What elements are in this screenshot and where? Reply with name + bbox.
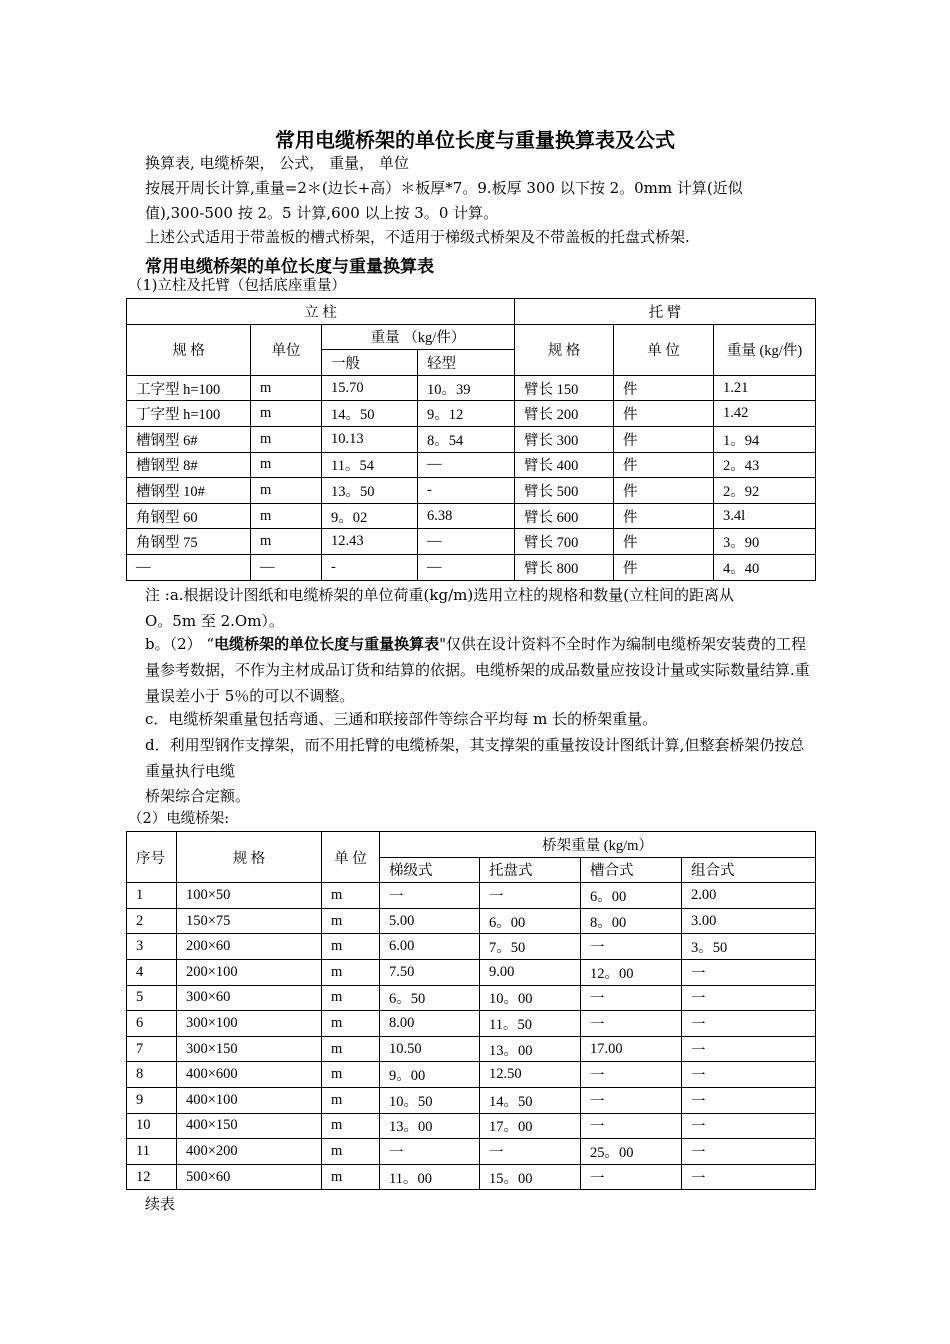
table-cell: 件 <box>614 554 714 580</box>
table-cell: — <box>251 554 322 580</box>
table-cell: 一 <box>581 934 682 960</box>
table-cell: m <box>322 959 380 985</box>
table-cell: 3。50 <box>682 934 816 960</box>
col-header-combo: 组合式 <box>682 857 816 883</box>
table-cell: 100×50 <box>177 883 322 909</box>
table-row <box>127 1036 816 1062</box>
table-cell: 13。00 <box>380 1113 480 1139</box>
table-cell: 15.70 <box>322 375 418 401</box>
table-cell: 10。50 <box>380 1087 480 1113</box>
col-header-weight: 重量 （kg/件） <box>322 324 515 350</box>
table-row <box>127 529 816 555</box>
table-cell: 一 <box>480 1139 581 1165</box>
table-cell: — <box>418 529 515 555</box>
table-cell: 槽钢型 8# <box>127 452 251 478</box>
arm-group-header: 托 臂 <box>515 299 816 325</box>
table-cell: 一 <box>682 1139 816 1165</box>
table-cell: 1.21 <box>714 375 816 401</box>
note-b: b。（2） “电缆桥架的单位长度与重量换算表"仅供在设计资料不全时作为编制电缆桥架安装费的工程量参考数据，不作为主材成品订货和结算的依据。电缆桥架的成品数量应按设计量或实际数量结算.重量误差小于 5％的可以不调整。 <box>145 635 810 705</box>
table-cell: 臂长 500 <box>515 478 614 504</box>
table-cell: 15。00 <box>480 1164 581 1190</box>
table-row <box>127 1062 816 1088</box>
table-cell: 6.38 <box>418 503 515 529</box>
table-cell: 丁字型 h=100 <box>127 401 251 427</box>
table-cell: 3.4l <box>714 503 816 529</box>
table-cell: 件 <box>614 426 714 452</box>
table-cell: — <box>127 554 251 580</box>
table-cell: - <box>418 478 515 504</box>
table-row <box>127 883 816 909</box>
table-cell: 500×60 <box>177 1164 322 1190</box>
col-header-unit: 单位 <box>251 324 322 375</box>
table-row <box>127 554 816 580</box>
table-cell: 件 <box>614 375 714 401</box>
cable-tray-table <box>126 831 816 1190</box>
table-row <box>127 401 816 427</box>
table-cell: m <box>322 985 380 1011</box>
table-cell: 臂长 150 <box>515 375 614 401</box>
table-cell: 角钢型 75 <box>127 529 251 555</box>
table-cell: 11。00 <box>380 1164 480 1190</box>
col-header-normal: 一般 <box>322 350 418 376</box>
table-cell: 10。39 <box>418 375 515 401</box>
table-cell: 2。92 <box>714 478 816 504</box>
table-cell: m <box>322 1011 380 1037</box>
note-d-continued: 桥架综合定额。 <box>145 787 251 805</box>
note-d: d．利用型钢作支撑架，而不用托臂的电缆桥架，其支撑架的重量按设计图纸计算,但整套桥架仍按总重量执行电缆 <box>145 736 805 780</box>
table-cell: 件 <box>614 503 714 529</box>
table-cell: 一 <box>581 1062 682 1088</box>
table-cell: 7。50 <box>480 934 581 960</box>
table-cell: 一 <box>682 1087 816 1113</box>
table-cell: 4 <box>127 959 177 985</box>
table-cell: m <box>251 503 322 529</box>
table-cell: m <box>251 426 322 452</box>
section-title: 常用电缆桥架的单位长度与重量换算表 <box>145 257 434 277</box>
table-cell: — <box>418 554 515 580</box>
table-cell: 14。50 <box>322 401 418 427</box>
table-cell: 9。00 <box>380 1062 480 1088</box>
table-cell: 300×150 <box>177 1036 322 1062</box>
table-cell: 11 <box>127 1139 177 1165</box>
table-cell: - <box>322 554 418 580</box>
table-cell: 9。12 <box>418 401 515 427</box>
table-cell: 8。00 <box>581 908 682 934</box>
table-cell: 10。00 <box>480 985 581 1011</box>
table-cell: 一 <box>682 1164 816 1190</box>
table-cell: 一 <box>380 1139 480 1165</box>
table-cell: 8。54 <box>418 426 515 452</box>
table-row <box>127 426 816 452</box>
table-cell: 8.00 <box>380 1011 480 1037</box>
table-cell: m <box>322 883 380 909</box>
table-cell: 10.50 <box>380 1036 480 1062</box>
col-header-tray-weight: 桥架重量 (kg/m） <box>380 832 816 858</box>
table-cell: 件 <box>614 401 714 427</box>
table-cell: m <box>251 529 322 555</box>
table-cell: 13。00 <box>480 1036 581 1062</box>
col-header-arm-spec: 规 格 <box>515 324 614 375</box>
col-header-no: 序号 <box>127 832 177 883</box>
table-row <box>127 934 816 960</box>
table-cell: 6。50 <box>380 985 480 1011</box>
table-cell: 1.42 <box>714 401 816 427</box>
table-cell: 工字型 h=100 <box>127 375 251 401</box>
table-cell: m <box>322 1164 380 1190</box>
table-cell: 槽钢型 10# <box>127 478 251 504</box>
table-cell: 400×100 <box>177 1087 322 1113</box>
table-cell: m <box>251 375 322 401</box>
continued-label: 续表 <box>145 1195 176 1213</box>
table-cell: 150×75 <box>177 908 322 934</box>
table-cell: m <box>322 1036 380 1062</box>
table-cell: 槽钢型 6# <box>127 426 251 452</box>
table-cell: 11。54 <box>322 452 418 478</box>
col-header-tray: 托盘式 <box>480 857 581 883</box>
table-cell: 一 <box>682 1036 816 1062</box>
formula-line-1: 按展开周长计算,重量=2＊(边长+高）＊板厚*7。9.板厚 300 以下按 2。0mm 计算(近似 <box>145 179 743 197</box>
table-row <box>127 1164 816 1190</box>
col-header-light: 轻型 <box>418 350 515 376</box>
table-cell: 件 <box>614 478 714 504</box>
table-row <box>127 1139 816 1165</box>
table-cell: 4。40 <box>714 554 816 580</box>
table1-caption: （1)立柱及托臂（包括底座重量） <box>128 278 346 294</box>
note-a: 注 :a.根据设计图纸和电缆桥架的单位荷重(kg/m)选用立柱的规格和数量(立柱间的距离从 O。5m 至 2.Om）。 <box>145 586 735 630</box>
table-cell: 3 <box>127 934 177 960</box>
table-cell: m <box>322 1113 380 1139</box>
table-cell: 200×60 <box>177 934 322 960</box>
table-row <box>127 478 816 504</box>
table2-caption: （2）电缆桥架: <box>128 811 230 827</box>
table-cell: 件 <box>614 529 714 555</box>
formula-line-2: 值),300-500 按 2。5 计算,600 以上按 3。0 计算。 <box>145 204 499 222</box>
table-cell: 一 <box>480 883 581 909</box>
table-cell: 9.00 <box>480 959 581 985</box>
keywords-line: 换算表, 电缆桥架， 公式， 重量， 单位 <box>145 154 409 172</box>
table-cell: 臂长 400 <box>515 452 614 478</box>
table-cell: 7 <box>127 1036 177 1062</box>
table-row <box>127 1087 816 1113</box>
table-cell: 12。00 <box>581 959 682 985</box>
table-cell: 400×600 <box>177 1062 322 1088</box>
table-cell: m <box>322 908 380 934</box>
table-cell: 14。50 <box>480 1087 581 1113</box>
table-cell: 200×100 <box>177 959 322 985</box>
table-cell: 一 <box>682 1011 816 1037</box>
applicability-note: 上述公式适用于带盖板的槽式桥架，不适用于梯级式桥架及不带盖板的托盘式桥架. <box>145 228 690 246</box>
table-cell: 13。50 <box>322 478 418 504</box>
table-cell: m <box>322 1087 380 1113</box>
table-cell: 6。00 <box>480 908 581 934</box>
table-row <box>127 959 816 985</box>
col-header-spec: 规 格 <box>177 832 322 883</box>
table-row <box>127 908 816 934</box>
table-cell: m <box>322 1062 380 1088</box>
col-header-arm-weight: 重量 (kg/件) <box>714 324 816 375</box>
page-title: 常用电缆桥架的单位长度与重量换算表及公式 <box>275 128 675 152</box>
table-cell: — <box>418 452 515 478</box>
col-header-arm-unit: 单 位 <box>614 324 714 375</box>
table-cell: 400×150 <box>177 1113 322 1139</box>
table-cell: 臂长 600 <box>515 503 614 529</box>
table-cell: 5 <box>127 985 177 1011</box>
table-cell: 12.43 <box>322 529 418 555</box>
table-cell: 2.00 <box>682 883 816 909</box>
table-cell: 臂长 800 <box>515 554 614 580</box>
table-cell: 7.50 <box>380 959 480 985</box>
table-cell: 角钢型 60 <box>127 503 251 529</box>
pillar-arm-table <box>126 298 816 581</box>
table-cell: m <box>322 934 380 960</box>
table-cell: m <box>322 1139 380 1165</box>
table-cell: 11。50 <box>480 1011 581 1037</box>
table-cell: 臂长 200 <box>515 401 614 427</box>
table-cell: 3。90 <box>714 529 816 555</box>
col-header-unit: 单 位 <box>322 832 380 883</box>
table-row <box>127 985 816 1011</box>
table-cell: m <box>251 401 322 427</box>
table-cell: 17。00 <box>480 1113 581 1139</box>
table-cell: m <box>251 478 322 504</box>
table-cell: 10.13 <box>322 426 418 452</box>
col-header-trough: 槽合式 <box>581 857 682 883</box>
pillar-group-header: 立 柱 <box>127 299 515 325</box>
col-header-spec: 规 格 <box>127 324 251 375</box>
table-cell: 一 <box>581 1011 682 1037</box>
table-row <box>127 1011 816 1037</box>
table-cell: 2 <box>127 908 177 934</box>
table-cell: 一 <box>581 1164 682 1190</box>
table-cell: 件 <box>614 452 714 478</box>
table-cell: 臂长 300 <box>515 426 614 452</box>
table-cell: 一 <box>682 985 816 1011</box>
table-cell: 臂长 700 <box>515 529 614 555</box>
table-row <box>127 503 816 529</box>
table-cell: 一 <box>682 959 816 985</box>
table-row <box>127 375 816 401</box>
table-cell: 9 <box>127 1087 177 1113</box>
table-cell: 一 <box>581 1087 682 1113</box>
table-cell: 一 <box>682 1062 816 1088</box>
table-cell: 25。00 <box>581 1139 682 1165</box>
table-cell: 8 <box>127 1062 177 1088</box>
col-header-ladder: 梯级式 <box>380 857 480 883</box>
table-cell: 10 <box>127 1113 177 1139</box>
table-cell: 400×200 <box>177 1139 322 1165</box>
table-cell: 12 <box>127 1164 177 1190</box>
table-cell: 300×60 <box>177 985 322 1011</box>
table-cell: 300×100 <box>177 1011 322 1037</box>
table-row <box>127 452 816 478</box>
table-cell: 3.00 <box>682 908 816 934</box>
table-cell: 6.00 <box>380 934 480 960</box>
note-c: c．电缆桥架重量包括弯通、三通和联接部件等综合平均每 m 长的桥架重量。 <box>145 710 658 728</box>
table-cell: 1。94 <box>714 426 816 452</box>
table-cell: 9。02 <box>322 503 418 529</box>
table-cell: m <box>251 452 322 478</box>
table-cell: 一 <box>682 1113 816 1139</box>
table-cell: 5.00 <box>380 908 480 934</box>
table-cell: 1 <box>127 883 177 909</box>
table-cell: 12.50 <box>480 1062 581 1088</box>
table-cell: 6 <box>127 1011 177 1037</box>
table-cell: 一 <box>380 883 480 909</box>
table-row <box>127 1113 816 1139</box>
table-cell: 一 <box>581 1113 682 1139</box>
table-cell: 17.00 <box>581 1036 682 1062</box>
table-cell: 6。00 <box>581 883 682 909</box>
table-cell: 一 <box>581 985 682 1011</box>
table-cell: 2。43 <box>714 452 816 478</box>
